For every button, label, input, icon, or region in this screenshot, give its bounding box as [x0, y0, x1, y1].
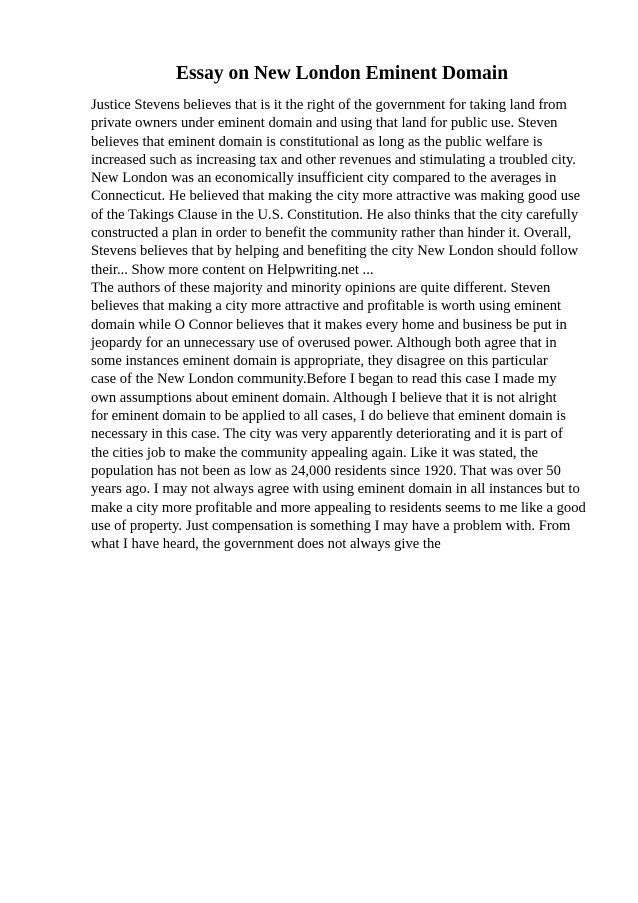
document-body	[91, 96, 611, 553]
body-line: make a city more profitable and more appealing to residents seems to me like a good	[91, 499, 586, 516]
document-title: Essay on New London Eminent Domain	[175, 63, 509, 84]
body-line: jeopardy for an unnecessary use of overused power. Although both agree that in	[91, 334, 557, 351]
body-line: New London was an economically insufficient city compared to the averages in	[91, 170, 557, 187]
body-line: of the Takings Clause in the U.S. Constitution. He also thinks that the city carefully	[91, 206, 579, 223]
body-line: necessary in this case. The city was very apparently deteriorating and it is part of	[91, 426, 563, 443]
body-line: the cities job to make the community appealing again. Like it was stated, the	[91, 444, 539, 461]
body-line: years ago. I may not always agree with using eminent domain in all instances but to	[91, 481, 580, 498]
body-line: case of the New London community.Before I began to read this case I made my	[91, 371, 557, 388]
body-line: Stevens believes that by helping and benefiting the city New London should follow	[91, 243, 579, 260]
body-line: Connecticut. He believed that making the city more attractive was making good use	[91, 188, 581, 205]
body-line: constructed a plan in order to benefit the community rather than hinder it. Overall,	[91, 225, 572, 242]
body-line: population has not been as low as 24,000 residents since 1920. That was over 50	[91, 462, 561, 479]
body-line: some instances eminent domain is appropriate, they disagree on this particular	[91, 353, 548, 370]
body-line: believes that making a city more attractive and profitable is worth using eminent	[91, 298, 562, 315]
body-line: their... Show more content on Helpwriting.net ...	[91, 261, 374, 278]
body-line: The authors of these majority and minority opinions are quite different. Steven	[91, 279, 551, 296]
body-line: believes that eminent domain is constitutional as long as the public welfare is	[91, 133, 543, 150]
body-line: Justice Stevens believes that is it the right of the government for taking land from	[91, 97, 567, 113]
body-line: domain while O Connor believes that it makes every home and business be put in	[91, 316, 567, 333]
body-line: increased such as increasing tax and other revenues and stimulating a troubled city.	[91, 151, 576, 168]
body-line: for eminent domain to be applied to all cases, I do believe that eminent domain is	[91, 408, 566, 425]
body-line: own assumptions about eminent domain. Although I believe that it is not alright	[91, 389, 557, 406]
body-line: private owners under eminent domain and using that land for public use. Steven	[91, 115, 558, 132]
body-line: what I have heard, the government does not always give the	[91, 536, 441, 553]
body-line: use of property. Just compensation is something I may have a problem with. From	[91, 517, 571, 534]
